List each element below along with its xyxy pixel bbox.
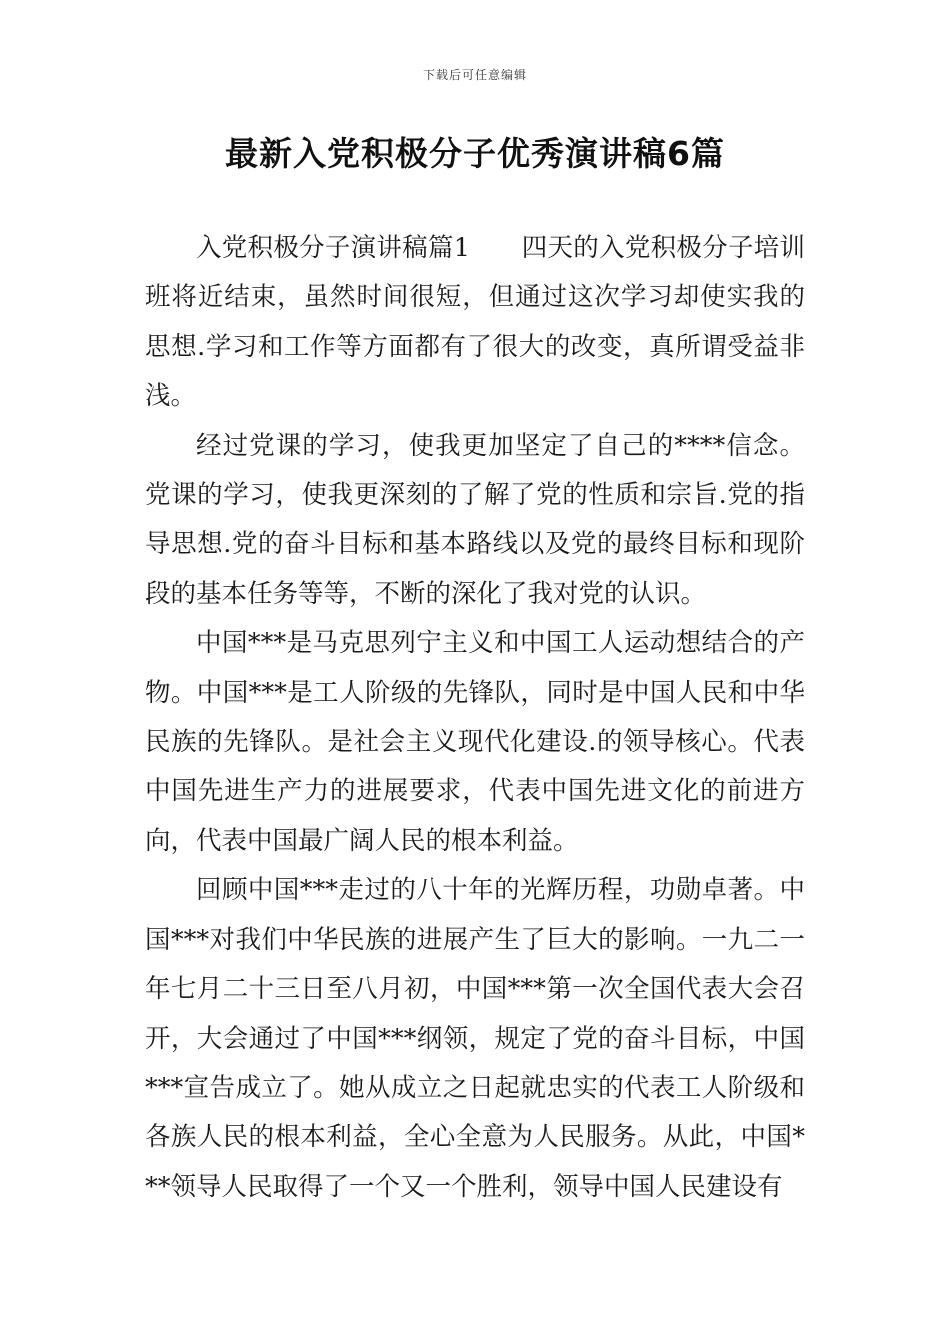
paragraph-3: 中国***是马克思列宁主义和中国工人运动想结合的产物。中国***是工人阶级的先锋队，同时是中国人民和中华民族的先锋队。是社会主义现代化建设.的领导核心。代表中国先进生产力的进展要求，代表中国先进文化的前进方向，代表中国最广阔人民的根本利益。 — [145, 628, 805, 856]
paragraph-2: 经过党课的学习，使我更加坚定了自己的****信念。党课的学习，使我更深刻的了解了党的性质和宗旨.党的指导思想.党的奋斗目标和基本路线以及党的最终目标和现阶段的基本任务等等，不断的深化了我对党的认识。 — [145, 430, 805, 609]
document-title: 最新入党积极分子优秀演讲稿6篇 — [225, 134, 725, 173]
paragraph-4: 回顾中国***走过的八十年的光辉历程，功勋卓著。中国***对我们中华民族的进展产生了巨大的影响。一九二一年七月二十三日至八月初，中国***第一次全国代表大会召开，大会通过了中国***纲领，规定了党的奋斗目标，中国***宣告成立了。她从成立之日起就忠实的代表工人阶级和各族人民的根本利益，全心全意为人民服务。从此，中国***领导人民取得了一个又一个胜利，领导中国人民建设有 — [145, 875, 805, 1202]
document-body — [145, 224, 805, 1212]
header-note: 下载后可任意编辑 — [422, 68, 527, 82]
paragraph-1: 入党积极分子演讲稿篇1 四天的入党积极分子培训班将近结束，虽然时间很短，但通过这次学习却使实我的思想.学习和工作等方面都有了很大的改变，真所谓受益非浅。 — [145, 233, 805, 412]
